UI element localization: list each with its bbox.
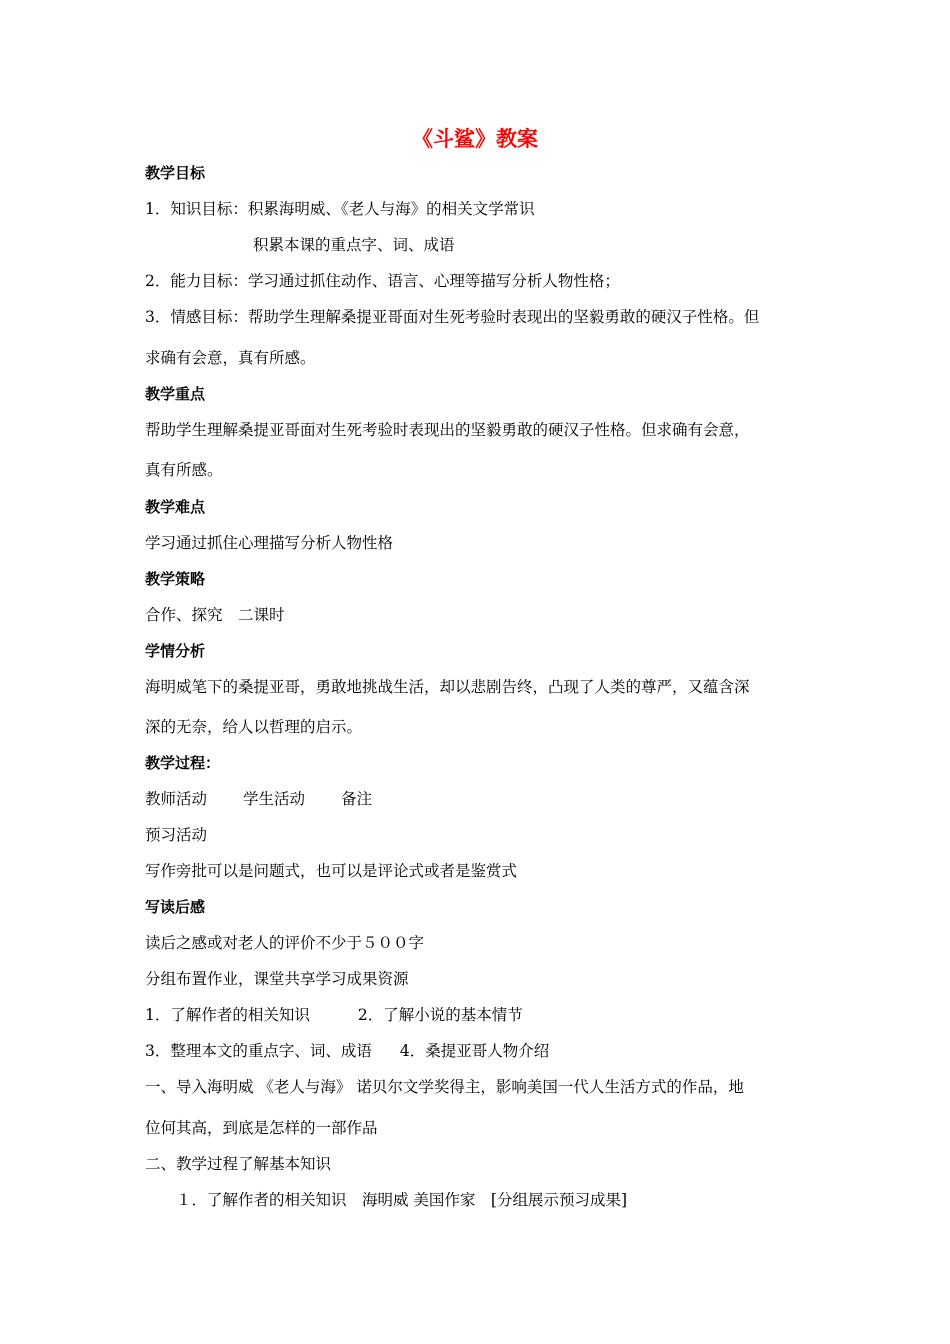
strategy-text: 合作、探究 二课时 xyxy=(145,606,285,624)
difficulty-text: 学习通过抓住心理描写分析人物性格 xyxy=(145,534,394,552)
activity-columns xyxy=(145,789,372,809)
task-2: 2．了解小说的基本情节 xyxy=(357,1006,523,1024)
reflection-text: 读后之感或对老人的评价不少于５００字 xyxy=(145,934,425,952)
step-1: １．了解作者的相关知识 海明威 美国作家 [分组展示预习成果] xyxy=(176,1191,628,1209)
analysis-text: 海明威笔下的桑提亚哥，勇敢地挑战生活，却以悲剧告终，凸现了人类的尊严，又蕴含深 xyxy=(145,678,750,696)
heading-learner-analysis: 学情分析 xyxy=(145,642,206,660)
analysis-text-continued: 深的无奈，给人以哲理的启示。 xyxy=(145,718,363,736)
heading-teaching-strategy: 教学策略 xyxy=(145,570,206,588)
col-note: 备注 xyxy=(341,790,373,808)
heading-teaching-focus: 教学重点 xyxy=(145,385,206,403)
group-assignment: 分组布置作业，课堂共享学习成果资源 xyxy=(145,970,409,988)
col-student: 学生活动 xyxy=(243,790,306,808)
focus-text: 帮助学生理解桑提亚哥面对生死考验时表现出的坚毅勇敢的硬汉子性格。但求确有会意， xyxy=(145,421,750,439)
heading-teaching-goals: 教学目标 xyxy=(145,164,206,182)
goal-knowledge-continued: 积累本课的重点字、词、成语 xyxy=(253,236,455,254)
task-4: 4．桑提亚哥人物介绍 xyxy=(399,1042,550,1060)
heading-teaching-process: 教学过程： xyxy=(145,754,221,772)
process-text: 二、教学过程了解基本知识 xyxy=(145,1155,332,1173)
task-3: 3．整理本文的重点字、词、成语 xyxy=(145,1042,372,1060)
goal-emotion-continued: 求确有会意，真有所感。 xyxy=(145,349,316,367)
goal-emotion: 3．情感目标：帮助学生理解桑提亚哥面对生死考验时表现出的坚毅勇敢的硬汉子性格。但 xyxy=(145,308,760,326)
heading-reflection: 写读后感 xyxy=(145,898,206,916)
task-1: 1．了解作者的相关知识 xyxy=(145,1006,310,1024)
goal-ability: 2．能力目标：学习通过抓住动作、语言、心理等描写分析人物性格； xyxy=(145,272,620,290)
intro-text: 一、导入海明威 《老人与海》 诺贝尔文学奖得主，影响美国一代人生活方式的作品，地 xyxy=(145,1078,744,1096)
task-row-2 xyxy=(145,1041,549,1061)
goal-knowledge: 1．知识目标：积累海明威、《老人与海》的相关文学常识 xyxy=(145,200,535,218)
col-teacher: 教师活动 xyxy=(145,790,208,808)
heading-teaching-difficulty: 教学难点 xyxy=(145,498,206,516)
focus-text-continued: 真有所感。 xyxy=(145,461,223,479)
document-title: 《斗鲨》教案 xyxy=(412,127,538,151)
task-row-1 xyxy=(145,1005,523,1025)
preview-activity: 预习活动 xyxy=(145,826,208,844)
writing-annotation: 写作旁批可以是问题式，也可以是评论式或者是鉴赏式 xyxy=(145,862,518,880)
intro-text-continued: 位何其高，到底是怎样的一部作品 xyxy=(145,1119,378,1137)
